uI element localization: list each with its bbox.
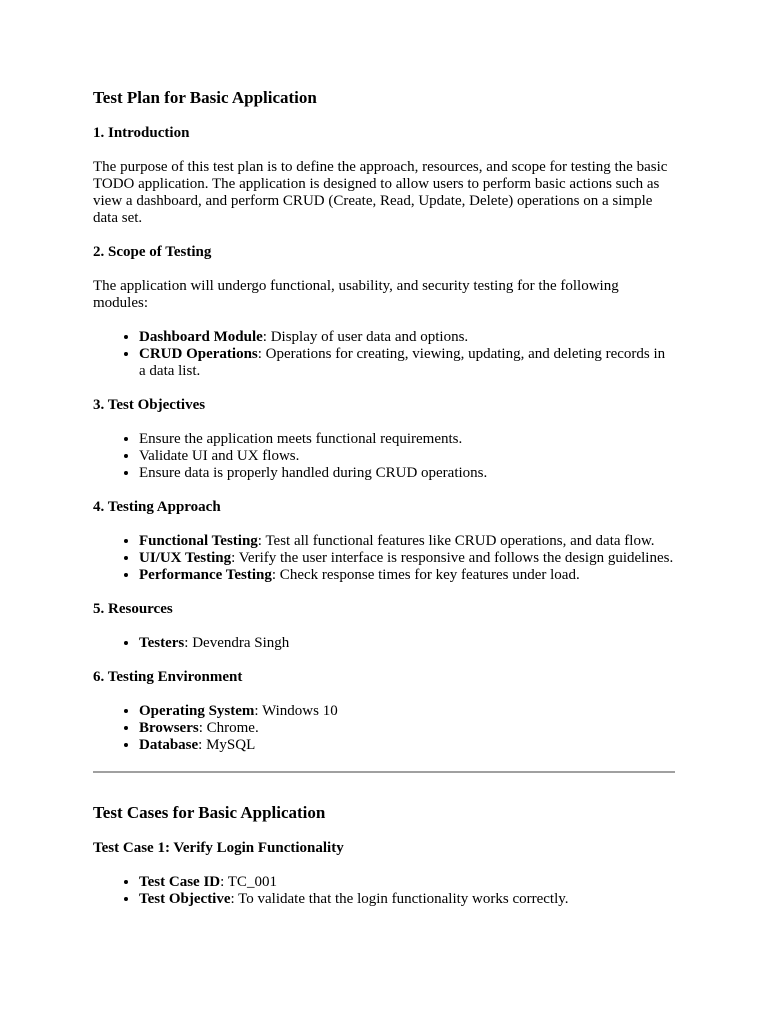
list-item	[139, 874, 675, 891]
list-item	[139, 346, 675, 380]
section-divider	[93, 771, 675, 773]
environment-heading: 6. Testing Environment	[93, 669, 243, 685]
list-item	[139, 720, 675, 737]
item-term: Performance Testing	[139, 567, 272, 583]
item-desc: : Check response times for key features under load.	[271, 567, 580, 583]
item-term: Database	[139, 737, 199, 753]
cases-title: Test Cases for Basic Application	[93, 803, 326, 822]
list-item	[139, 329, 675, 346]
item-term: UI/UX Testing	[139, 550, 232, 566]
item-term: Testers	[139, 635, 185, 651]
scope-list	[93, 329, 675, 380]
item-term: Browsers	[139, 720, 199, 736]
item-desc: : To validate that the login functionality works correctly.	[230, 891, 569, 907]
environment-list	[93, 703, 675, 754]
intro-heading: 1. Introduction	[93, 125, 190, 141]
item-desc: : Test all functional features like CRUD operations, and data flow.	[257, 533, 655, 549]
list-item	[139, 533, 675, 550]
approach-list	[93, 533, 675, 584]
list-item	[139, 737, 675, 754]
scope-heading: 2. Scope of Testing	[93, 244, 212, 260]
item-desc: : Devendra Singh	[184, 635, 290, 651]
objectives-list	[93, 431, 675, 482]
item-term: Operating System	[139, 703, 255, 719]
item-desc: : TC_001	[220, 874, 277, 890]
list-item	[139, 703, 675, 720]
scope-text: The application will undergo functional, usability, and security testing for the following modules:	[93, 278, 619, 311]
list-item	[139, 550, 675, 567]
case1-heading: Test Case 1: Verify Login Functionality	[93, 840, 344, 856]
case1-list	[93, 874, 675, 908]
plan-title: Test Plan for Basic Application	[93, 88, 317, 107]
intro-text: The purpose of this test plan is to define the approach, resources, and scope for testing the basic TODO application. The application is designed to allow users to perform basic actions such as view a dashboard, and perform CRUD (Create, Read, Update, Delete) operations on a simple data set.	[93, 159, 668, 226]
item-desc: : Windows 10	[254, 703, 338, 719]
objectives-heading: 3. Test Objectives	[93, 397, 206, 413]
item-term: Test Objective	[139, 891, 231, 907]
item-desc: : MySQL	[198, 737, 256, 753]
item-desc: : Operations for creating, viewing, updating, and deleting records in a data list.	[139, 346, 666, 379]
item-term: Functional Testing	[139, 533, 258, 549]
item-desc: : Verify the user interface is responsive and follows the design guidelines.	[231, 550, 674, 566]
item-desc: : Chrome.	[198, 720, 259, 736]
list-item: • Ensure data is properly handled during CRUD operations.	[139, 465, 675, 482]
list-item	[139, 635, 675, 652]
item-desc: : Display of user data and options.	[262, 329, 469, 345]
resources-list	[93, 635, 675, 652]
list-item: • Ensure the application meets functional requirements.	[139, 431, 675, 448]
resources-heading: 5. Resources	[93, 601, 173, 617]
list-item	[139, 567, 675, 584]
item-term: CRUD Operations	[139, 346, 258, 362]
list-item: • Validate UI and UX flows.	[139, 448, 675, 465]
item-term: Dashboard Module	[139, 329, 263, 345]
item-term: Test Case ID	[139, 874, 221, 890]
list-item	[139, 891, 675, 908]
approach-heading: 4. Testing Approach	[93, 499, 221, 515]
